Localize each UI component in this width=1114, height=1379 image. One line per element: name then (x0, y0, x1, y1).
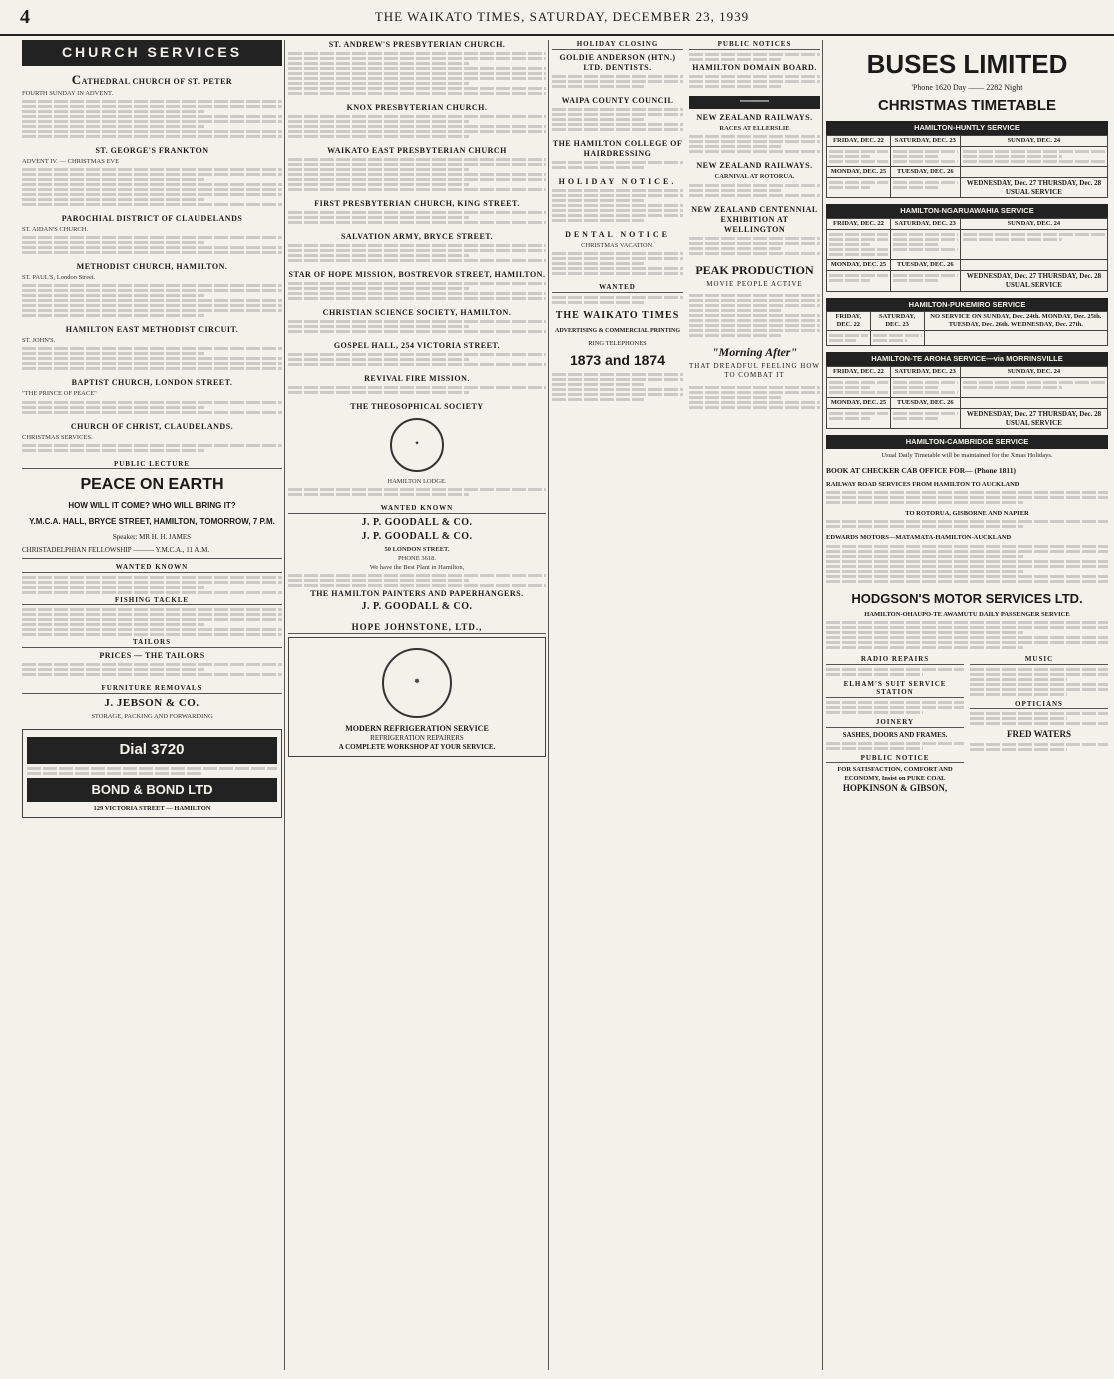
column-church-right (288, 40, 546, 763)
dreadful-subhead: THAT DREADFUL FEELING HOW TO COMBAT IT (689, 362, 820, 379)
bond-logo: BOND & BOND LTD (27, 778, 277, 802)
page-number: 4 (20, 5, 30, 28)
church-notice: ST. GEORGE'S FRANKTON ADVENT IV. — CHRISTMAS EVE (22, 146, 282, 206)
service-heading-pukemiro: HAMILTON-PUKEMIRO SERVICE (826, 298, 1108, 311)
column-rule (822, 40, 823, 1370)
hope-johnstone-heading: HOPE JOHNSTONE, LTD., (288, 622, 546, 634)
church-notice: METHODIST CHURCH, HAMILTON. ST. PAUL'S, London Street. (22, 262, 282, 317)
furniture-heading: FURNITURE REMOVALS (22, 684, 282, 694)
dental-notice: DENTAL NOTICE CHRISTMAS VACATION. (552, 230, 683, 275)
railways-banner: ━━━━━━━━ (689, 96, 820, 110)
church-notice: CATHEDRAL CHURCH OF ST. PETER FOURTH SUNDAY IN ADVENT. (22, 72, 282, 138)
church-services-banner: CHURCH SERVICES (22, 40, 282, 66)
wanted-heading: WANTED (552, 283, 683, 293)
christadelphian: CHRISTADELPHIAN FELLOWSHIP ——— Y.M.C.A., 11 A.M. (22, 546, 282, 559)
church-notice: CHURCH OF CHRIST, CLAUDELANDS. CHRISTMAS SERVICES. (22, 422, 282, 452)
wanted-known-heading: WANTED KNOWN (22, 563, 282, 573)
peace-subtitle: HOW WILL IT COME? WHO WILL BRING IT? (68, 501, 236, 511)
church-notice: KNOX PRESBYTERIAN CHURCH. (288, 103, 546, 138)
church-notice: WAIKATO EAST PRESBYTERIAN CHURCH (288, 146, 546, 191)
jebson-ad: J. JEBSON & CO. STORAGE, PACKING AND FORWARDING (91, 696, 213, 720)
goldie-notice: GOLDIE ANDERSON (HTN.) LTD. DENTISTS. (552, 53, 683, 88)
timetable-ngaruawahia: FRIDAY, DEC. 22 SATURDAY, DEC. 23 SUNDAY, DEC. 24 MONDAY, DEC. 25 TUESDAY, DEC. 26 WEDNESDAY, Dec. 27 THURSDAY, Dec. 28 USUAL SERVICE (826, 218, 1108, 292)
theosophical-emblem-icon: ✦ (390, 418, 444, 472)
checker-cab-heading: BOOK AT CHECKER CAB OFFICE FOR— (Phone 1811) (826, 465, 1016, 475)
bond-ad: Dial 3720 BOND & BOND LTD 129 VICTORIA STREET — HAMILTON (22, 729, 282, 818)
church-notice: PAROCHIAL DISTRICT OF CLAUDELANDS ST. AIDAN'S CHURCH. (22, 214, 282, 254)
church-notice: CHRISTIAN SCIENCE SOCIETY, HAMILTON. (288, 308, 546, 333)
goodall-ad: J. P. GOODALL & CO. J. P. GOODALL & CO. 50 LONDON STREET. PHONE 3618. We have the Best Plant in Hamilton, THE HAMILTON PAINTERS AND PAPERHANGERS. J. P. GOODALL & CO. (288, 517, 546, 614)
buses-phone: 'Phone 1620 Day —— 2282 Night (911, 82, 1023, 92)
tailors-heading: TAILORS (22, 638, 282, 648)
fishing-heading: FISHING TACKLE (22, 596, 282, 606)
college-notice: THE HAMILTON COLLEGE OF HAIRDRESSING (552, 139, 683, 169)
peace-speaker: Speaker: MR H. H. JAMES (112, 533, 192, 542)
service-heading-ngaruawahia: HAMILTON-NGARUAWAHIA SERVICE (826, 204, 1108, 217)
column-church-left (22, 40, 282, 824)
timetable-pukemiro: FRIDAY, DEC. 22 SATURDAY, DEC. 23 NO SERVICE ON SUNDAY, Dec. 24th. MONDAY, Dec. 25th. TUESDAY, Dec. 26th. WEDNESDAY, Dec. 27th. (826, 311, 1108, 346)
telephone-numbers: 1873 and 1874 (570, 351, 665, 368)
domain-board-notice: HAMILTON DOMAIN BOARD. (689, 63, 820, 88)
church-notice: BAPTIST CHURCH, LONDON STREET. "THE PRINCE OF PEACE" (22, 378, 282, 413)
church-notice: STAR OF HOPE MISSION, BOSTREVOR STREET, HAMILTON. (288, 270, 546, 300)
peak-production-heading: PEAK PRODUCTION (695, 262, 814, 277)
holiday-notice: HOLIDAY NOTICE. (552, 177, 683, 222)
church-notice: ST. ANDREW'S PRESBYTERIAN CHURCH. (288, 40, 546, 95)
church-notice: SALVATION ARMY, BRYCE STREET. (288, 232, 546, 262)
service-heading-cambridge: HAMILTON-CAMBRIDGE SERVICE (826, 435, 1108, 448)
hodgson-heading: HODGSON'S MOTOR SERVICES LTD. (851, 590, 1083, 606)
column-notices-mid: HOLIDAY CLOSING GOLDIE ANDERSON (HTN.) LTD. DENTISTS. WAIPA COUNTY COUNCIL THE HAMILTON COLLEGE OF HAIRDRESSING HOLIDAY NOTICE. DENTAL NOTICE CHRISTMAS VACATION. WANTED THE WAIKATO TIMES ADVERTISING & COMMERCIAL PRINTING RING TELEPHONES 1873 and 1874 PUBLIC NOTICES HAMILTON DOMAIN BOARD. ━━━━━━━━ NEW ZEALAND RAILWAYS. RACES AT ELLERSLIE NEW ZEALAND RAILWAYS. CARNIVAL AT ROTORUA. NEW ZEALAND CENTENNIAL EXHIBITION AT WELLINGTON PEAK PRODUCTION MOVIE PEOPLE ACTIVE "Morning After" THAT DREADFUL FEELING HOW TO COMBAT IT (552, 40, 820, 411)
timetable-te-aroha: FRIDAY, DEC. 22 SATURDAY, DEC. 23 SUNDAY, DEC. 24 MONDAY, DEC. 25 TUESDAY, DEC. 26 WEDNESDAY, Dec. 27 THURSDAY, Dec. 28 USUAL SERVICE (826, 366, 1108, 430)
column-rule (548, 40, 549, 1370)
service-heading-huntly: HAMILTON-HUNTLY SERVICE (826, 121, 1108, 134)
service-heading-te-aroha: HAMILTON-TE AROHA SERVICE—via MORRINSVILLE (826, 352, 1108, 365)
timetable-huntly: FRIDAY, DEC. 22 SATURDAY, DEC. 23 SUNDAY, DEC. 24 MONDAY, DEC. 25 TUESDAY, DEC. 26 WEDNESDAY, Dec. 27 THURSDAY, Dec. 28 USUAL SERVICE (826, 135, 1108, 199)
refrigeration-seal-icon: ❄ (382, 648, 452, 718)
church-notice: GOSPEL HALL, 254 VICTORIA STREET. (288, 341, 546, 366)
movie-people-subhead: MOVIE PEOPLE ACTIVE (706, 279, 803, 288)
morning-after-heading: "Morning After" (711, 345, 798, 360)
masthead (0, 0, 1114, 36)
waikato-times-ad: THE WAIKATO TIMES (555, 309, 680, 321)
dial-number: Dial 3720 (27, 737, 277, 764)
public-lecture-heading: PUBLIC LECTURE (22, 460, 282, 470)
refrigeration-ad: ❄ MODERN REFRIGERATION SERVICE REFRIGERATION REPAIRERS A COMPLETE WORKSHOP AT YOUR SERVICE. (288, 637, 546, 757)
holiday-closing-heading: HOLIDAY CLOSING (552, 40, 683, 50)
newspaper-title: THE WAIKATO TIMES, SATURDAY, DECEMBER 23, 1939 (374, 9, 750, 24)
theosophical-notice: THE THEOSOPHICAL SOCIETY ✦ HAMILTON LODGE. (288, 402, 546, 496)
tailors-ad: PRICES — THE TAILORS (22, 651, 282, 676)
christmas-timetable-title: CHRISTMAS TIMETABLE (877, 96, 1057, 114)
church-notice: REVIVAL FIRE MISSION. (288, 374, 546, 394)
peace-on-earth-title: PEACE ON EARTH (80, 476, 224, 494)
railways-notice: NEW ZEALAND CENTENNIAL EXHIBITION AT WELLINGTON (689, 205, 820, 255)
railways-notice: NEW ZEALAND RAILWAYS. CARNIVAL AT ROTORUA. (689, 161, 820, 196)
column-rule (284, 40, 285, 1370)
railways-notice: NEW ZEALAND RAILWAYS. RACES AT ELLERSLIE (689, 113, 820, 153)
wanted-known-heading: WANTED KNOWN (288, 504, 546, 514)
church-notice: HAMILTON EAST METHODIST CIRCUIT. ST. JOHN'S. (22, 325, 282, 370)
column-buses: BUSES LIMITED 'Phone 1620 Day —— 2282 Night CHRISTMAS TIMETABLE HAMILTON-HUNTLY SERVICE FRIDAY, DEC. 22 SATURDAY, DEC. 23 SUNDAY, DEC. 24 MONDAY, DEC. 25 TUESDAY, DEC. 26 WEDNESDAY, Dec. 27 THURSDAY, Dec. 28 USUAL SERVICE HAMILTON-NGARUAWAHIA SERVICE FRIDAY, DEC. 22 SATURDAY, DEC. 23 SUNDAY, DEC. 24 MONDAY, DEC. 25 TUESDAY, DEC. 26 WEDNESDAY, Dec. 27 THURSDAY, Dec. 28 USUAL SERVICE HAMILTON-PUKEMIRO SERVICE FRIDAY, DEC. 22 SATURDAY, DEC. 23 NO SERVICE ON SUNDAY, Dec. 24th. MONDAY, Dec. 25th. TUESDAY, Dec. 26th. WEDNESDAY, Dec. 27th. HAMILTON-TE AROHA SERVICE—via MORRINSVILLE FRIDAY, DEC. 22 SATURDAY, DEC. 23 SUNDAY, DEC. 24 MONDAY, DEC. 25 TUESDAY, DEC. 26 WEDNESDAY, Dec. 27 THURSDAY, Dec. 28 USUAL SERVICE HAMILTON-CAMBRIDGE SERVICE Usual Daily Timetable will be maintained for the Xmas Holidays. BOOK AT CHECKER CAB OFFICE FOR— (Phone 1811) RAILWAY ROAD SERVICES FROM HAMILTON TO AUCKLAND TO ROTORUA, GISBORNE AND NAPIER EDWARDS MOTORS—MATAMATA-HAMILTON-AUCKLAND HODGSON'S MOTOR SERVICES LTD. HAMILTON-OHAUPO-TE AWAMUTU DAILY PASSENGER SERVICE RADIO REPAIRS ELHAM'S SUIT SERVICE STATION JOINERY SASHES, DOORS AND FRAMES. PUBLIC NOTICE FOR SATISFACTION, COMFORT AND ECONOMY, Insist on PUKE COAL HOPKINSON & GIBSON, MUSIC OPTICIANS FRED WATERS (826, 40, 1108, 794)
peace-venue: Y.M.C.A. HALL, BRYCE STREET, HAMILTON, TOMORROW, 7 P.M. (29, 517, 275, 527)
buses-limited-title: BUSES LIMITED (866, 49, 1068, 79)
public-notices-heading: PUBLIC NOTICES (689, 40, 820, 50)
waipa-notice: WAIPA COUNTY COUNCIL (552, 96, 683, 131)
church-notice: FIRST PRESBYTERIAN CHURCH, KING STREET. (288, 199, 546, 224)
